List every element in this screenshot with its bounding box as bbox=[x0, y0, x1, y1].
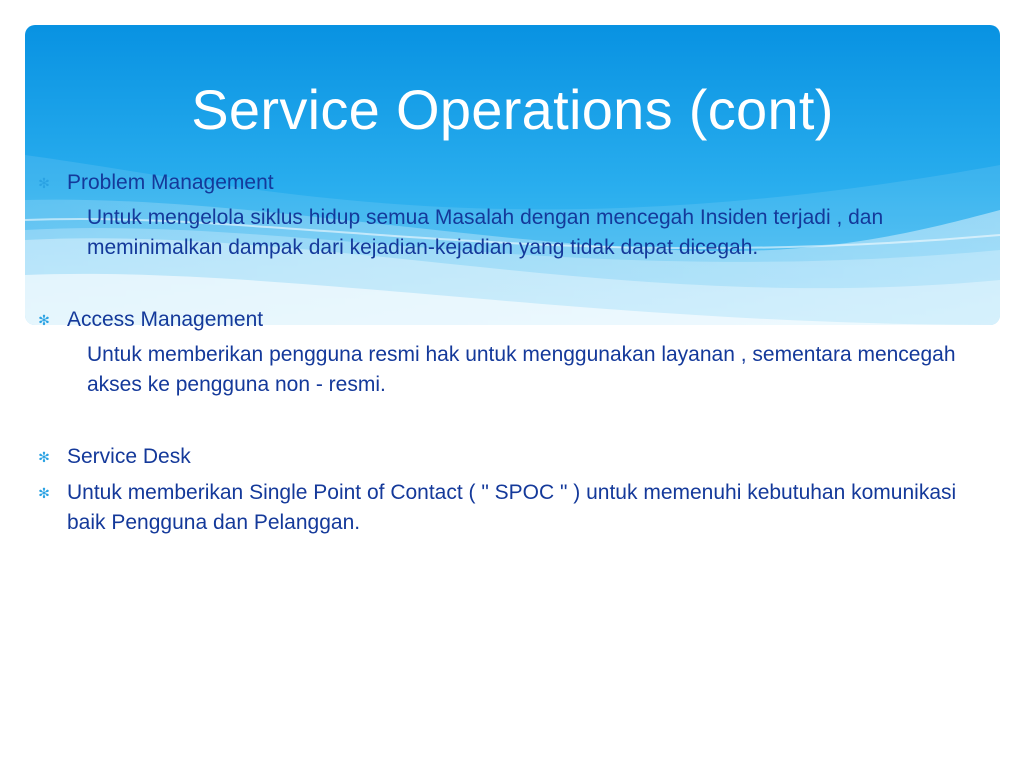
bullet-description: Untuk memberikan pengguna resmi hak untuk menggunakan layanan , sementara mencegah akses ke pengguna non - resmi. bbox=[87, 343, 956, 396]
asterisk-icon: ✻ bbox=[38, 485, 50, 501]
slide-title: Service Operations (cont) bbox=[191, 78, 834, 141]
bullet-heading: Access Management bbox=[67, 308, 264, 331]
asterisk-icon: ✻ bbox=[38, 175, 50, 191]
bullet-item-spoc bbox=[30, 478, 980, 538]
bullet-heading: Problem Management bbox=[67, 171, 274, 194]
bullet-text: Untuk memberikan Single Point of Contact ( " SPOC " ) untuk memenuhi kebutuhan komunikasi baik Pengguna dan Pelanggan. bbox=[67, 481, 957, 534]
spacer bbox=[30, 400, 980, 442]
asterisk-icon: ✻ bbox=[38, 312, 50, 328]
bullet-item-service-desk bbox=[30, 442, 980, 472]
spacer bbox=[30, 263, 980, 305]
bullet-item-access-management bbox=[30, 305, 980, 335]
bullet-item-problem-management bbox=[30, 168, 980, 198]
slide-body bbox=[30, 168, 980, 538]
bullet-description: Untuk mengelola siklus hidup semua Masalah dengan mencegah Insiden terjadi , dan meminimalkan dampak dari kejadian-kejadian yang tidak dapat dicegah. bbox=[87, 206, 884, 259]
bullet-heading: Service Desk bbox=[67, 445, 191, 468]
asterisk-icon: ✻ bbox=[38, 449, 50, 465]
